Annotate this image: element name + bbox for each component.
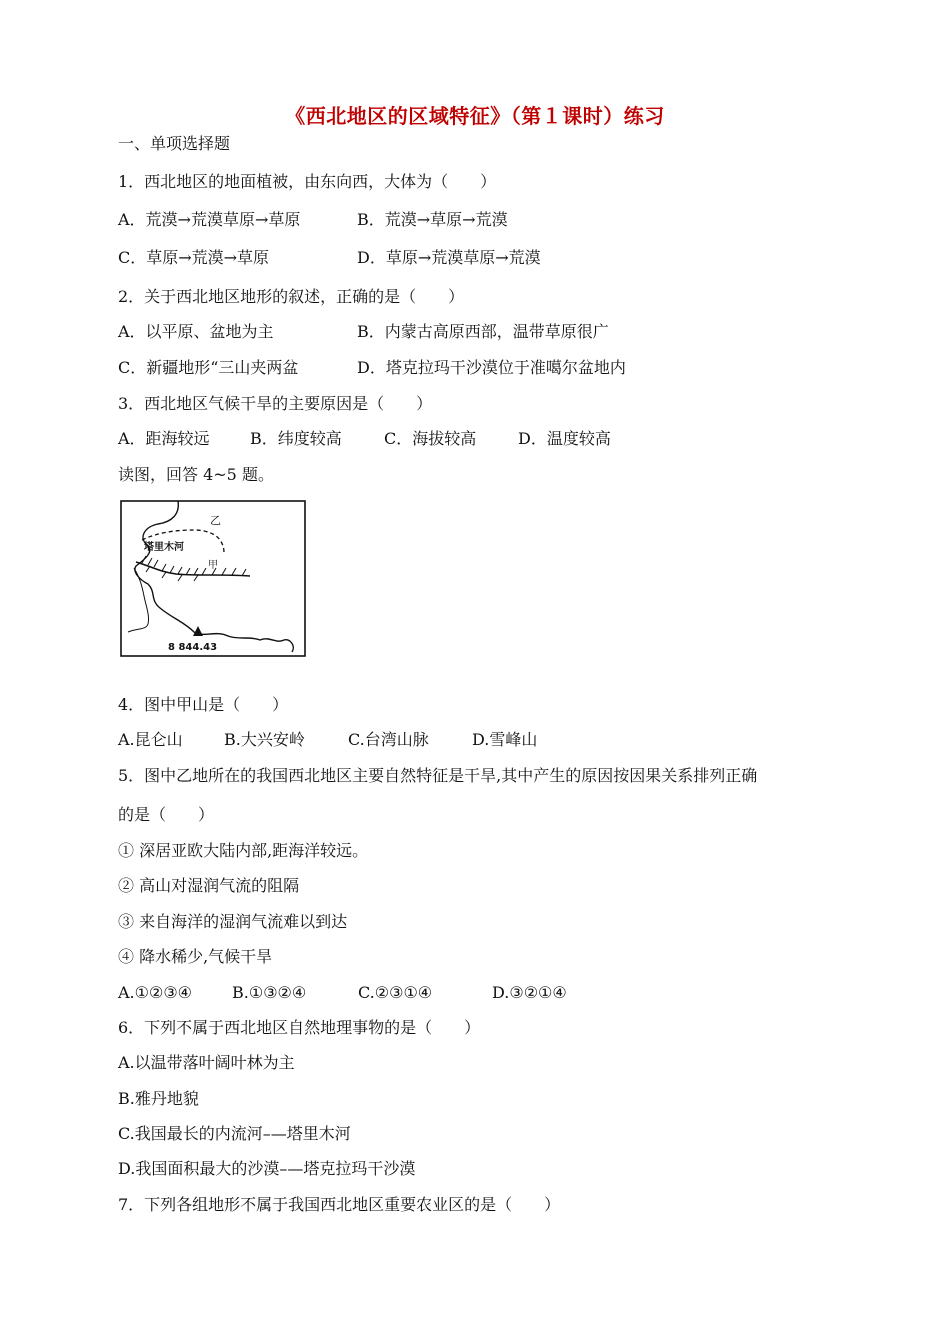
q2-option-b[interactable]: B．内蒙古高原西部，温带草原很广	[357, 322, 609, 341]
q3-option-d[interactable]: D．温度较高	[518, 429, 611, 448]
q4-option-c[interactable]: C.台湾山脉	[348, 730, 429, 749]
q5-option-a[interactable]: A.①②③④	[118, 983, 193, 1002]
q2-stem: 2．关于西北地区地形的叙述，正确的是（ ）	[118, 287, 465, 306]
q6-option-b[interactable]: B.雅丹地貌	[118, 1089, 199, 1108]
q2-option-c[interactable]: C．新疆地形“三山夹两盆	[118, 358, 299, 377]
q3-option-c[interactable]: C．海拔较高	[384, 429, 477, 448]
q2-option-a[interactable]: A．以平原、盆地为主	[118, 322, 274, 341]
section-heading: 一、单项选择题	[118, 134, 231, 153]
read-map-instruction: 读图，回答 4~5 题。	[118, 465, 274, 484]
q5-stem-line2: 的是（ ）	[118, 805, 215, 824]
q3-option-b[interactable]: B．纬度较高	[250, 429, 342, 448]
q1-option-a[interactable]: A．荒漠→荒漠草原→草原	[118, 210, 301, 229]
q4-stem: 4．图中甲山是（ ）	[118, 695, 289, 714]
q6-option-c[interactable]: C.我国最长的内流河–—塔里木河	[118, 1124, 351, 1143]
q5-stem-line1: 5．图中乙地所在的我国西北地区主要自然特征是干旱,其中产生的原因按因果关系排列正确	[118, 766, 758, 785]
q5-statement-4: ④ 降水稀少,气候干旱	[118, 947, 273, 966]
q5-option-b[interactable]: B.①③②④	[232, 983, 307, 1002]
q6-stem: 6．下列不属于西北地区自然地理事物的是（ ）	[118, 1018, 481, 1037]
q1-option-c[interactable]: C．草原→荒漠→草原	[118, 248, 270, 267]
q1-stem: 1．西北地区的地面植被，由东向西，大体为（ ）	[118, 172, 497, 191]
q5-option-d[interactable]: D.③②①④	[492, 983, 567, 1002]
q5-statement-1: ① 深居亚欧大陆内部,距海洋较远。	[118, 841, 369, 860]
q6-option-a[interactable]: A.以温带落叶阔叶林为主	[118, 1053, 295, 1072]
map-label-tarim-river: 塔里木河	[144, 542, 184, 553]
q4-option-b[interactable]: B.大兴安岭	[224, 730, 305, 749]
map-svg	[120, 500, 306, 658]
q4-option-a[interactable]: A.昆仑山	[118, 730, 183, 749]
q3-option-a[interactable]: A．距海较远	[118, 429, 210, 448]
page-title: 《西北地区的区域特征》（第１课时）练习	[285, 104, 665, 128]
q1-option-b[interactable]: B．荒漠→草原→荒漠	[357, 210, 508, 229]
q1-option-d[interactable]: D．草原→荒漠草原→荒漠	[357, 248, 541, 267]
q5-statement-3: ③ 来自海洋的湿润气流难以到达	[118, 912, 348, 931]
q3-stem: 3．西北地区气候干旱的主要原因是（ ）	[118, 394, 433, 413]
map-label-yi: 乙	[210, 514, 221, 527]
q4-option-d[interactable]: D.雪峰山	[472, 730, 538, 749]
q2-option-d[interactable]: D．塔克拉玛干沙漠位于准噶尔盆地内	[357, 358, 626, 377]
map-label-jia: 甲	[208, 560, 218, 571]
map-figure	[120, 500, 306, 658]
q7-stem: 7．下列各组地形不属于我国西北地区重要农业区的是（ ）	[118, 1195, 561, 1214]
q5-option-c[interactable]: C.②③①④	[358, 983, 433, 1002]
map-peak-elevation: 8 844.43	[168, 642, 218, 653]
q6-option-d[interactable]: D.我国面积最大的沙漠–—塔克拉玛干沙漠	[118, 1159, 416, 1178]
q5-statement-2: ② 高山对湿润气流的阻隔	[118, 876, 300, 895]
